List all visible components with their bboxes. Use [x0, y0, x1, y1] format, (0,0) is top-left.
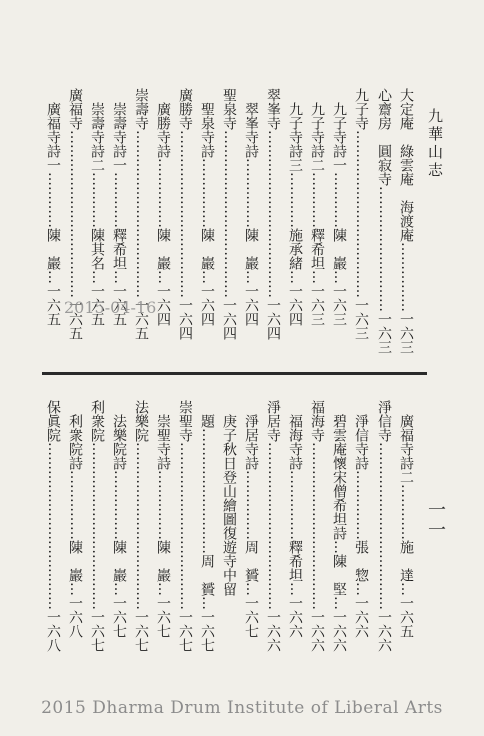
toc-entry: 廣福寺………………………………一六五 — [67, 88, 83, 340]
toc-entry: 保眞院………………………………一六八 — [45, 400, 61, 652]
page-number: 一一 — [425, 500, 446, 540]
toc-entry: 庚子秋日登山繪圖復遊寺中留 — [221, 400, 237, 596]
toc-entry: 崇壽寺………………………………一六五 — [133, 88, 149, 340]
toc-entry: 廣福寺詩二…………施 達…一六五 — [398, 400, 414, 638]
toc-entry: 心齋房 圓寂寺………………………一六三 — [376, 88, 392, 354]
toc-entry: 九子寺………………………………一六三 — [353, 88, 369, 340]
toc-entry: 崇壽寺詩二…………陳其名…一六五 — [89, 88, 105, 326]
toc-entry: 題………………………周 贇…一六七 — [199, 400, 215, 652]
date-stamp: 2015-04-16 — [64, 298, 157, 317]
toc-entry: 崇聖寺詩……………陳 巖…一六七 — [155, 400, 171, 638]
toc-entry: 翠峯寺………………………………一六四 — [265, 88, 281, 340]
toc-entry: 碧雲庵懷宋僧希坦詩…陳 堅…一六六 — [331, 400, 347, 652]
toc-entry: 淨信寺詩……………張 惣…一六六 — [353, 400, 369, 638]
toc-entry: 淨信寺………………………………一六六 — [376, 400, 392, 652]
toc-entry: 翠峯寺詩……………陳 巖…一六四 — [243, 88, 259, 326]
toc-entry: 利衆院詩……………陳 巖…一六八 — [67, 400, 83, 638]
toc-entry: 利衆院………………………………一六七 — [89, 400, 105, 652]
toc-entry: 九子寺詩二…………釋希坦…一六三 — [309, 88, 325, 326]
toc-entry: 法樂院………………………………一六七 — [133, 400, 149, 652]
toc-entry: 九子寺詩三…………施承緒…一六四 — [287, 88, 303, 326]
toc-entry: 廣勝寺………………………………一六四 — [177, 88, 193, 340]
book-title: 九華山志 — [426, 108, 444, 180]
toc-entry: 廣勝寺詩……………陳 巖…一六四 — [155, 88, 171, 326]
toc-entry: 福海寺詩……………釋希坦…一六六 — [287, 400, 303, 638]
copyright-footer: 2015 Dharma Drum Institute of Liberal Arts — [41, 698, 443, 718]
toc-entry: 法樂院詩……………陳 巖…一六七 — [111, 400, 127, 638]
toc-entry: 聖泉寺詩……………陳 巖…一六四 — [199, 88, 215, 326]
toc-entry: 九子寺詩一…………陳 巖…一六三 — [331, 88, 347, 326]
toc-entry: 聖泉寺………………………………一六四 — [221, 88, 237, 340]
section-divider — [42, 372, 427, 375]
toc-entry: 崇聖寺………………………………一六七 — [177, 400, 193, 652]
toc-entry: 廣福寺詩一…………陳 巖…一六五 — [45, 88, 61, 326]
toc-entry: 淨居寺………………………………一六六 — [265, 400, 281, 652]
toc-entry: 大定庵 綠雲庵 海渡庵……………一六三 — [398, 88, 414, 354]
toc-entry: 崇壽寺詩一…………釋希坦…一六五 — [111, 88, 127, 326]
toc-entry: 福海寺………………………………一六六 — [309, 400, 325, 652]
toc-entry: 淨居寺詩……………周 贇…一六七 — [243, 400, 259, 638]
